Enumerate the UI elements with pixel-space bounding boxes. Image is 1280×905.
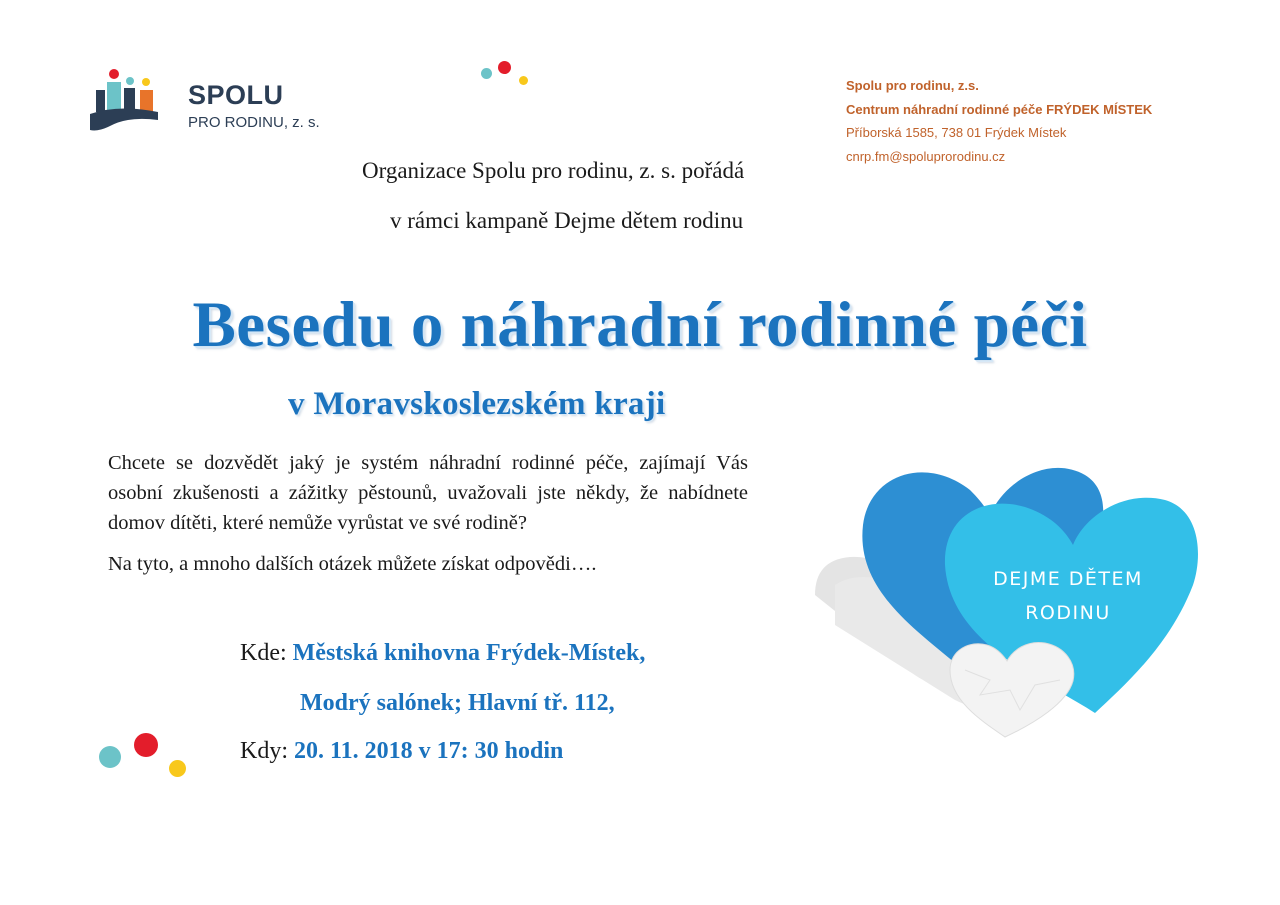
contact-center: Centrum náhradní rodinné péče FRÝDEK MÍSTEK [846,101,1153,117]
body-paragraph-2: Na tyto, a mnoho dalších otázek můžete získat odpovědi…. [108,553,597,575]
intro-line-2: v rámci kampaně Dejme dětem rodinu [390,208,744,233]
where-value-2: Modrý salónek; Hlavní tř. 112, [300,690,615,716]
event-when [240,738,563,765]
contact-address: Příborská 1585, 738 01 Frýdek Místek [846,125,1067,140]
event-where-line-2 [300,690,615,717]
organization-logo [88,68,368,138]
contact-email[interactable]: cnrp.fm@spoluprorodinu.cz [846,148,1006,164]
logo-title: SPOLU [188,80,284,110]
decor-dot-red-bottom [134,733,158,757]
decor-dot-yellow-bottom [169,760,186,777]
campaign-line-2: RODINU [1025,602,1111,624]
campaign-hearts-graphic [805,445,1205,745]
decor-dot-yellow [519,76,528,85]
campaign-line-1: DEJME DĚTEM [993,568,1143,590]
decor-dot-teal [481,68,492,79]
decor-dot-red [498,61,511,74]
body-paragraph: Chcete se dozvědět jaký je systém náhradní rodinné péče, zajímají Vás osobní zkušenosti a zážitky pěstounů, uvažovali jste někdy, že nabídnete domov dítěti, které nemůže vyrůstat ve své rodině? [108,452,748,534]
when-value: 20. 11. 2018 v 17: 30 hodin [294,738,564,764]
decor-dot-teal-bottom [99,746,121,768]
event-where [240,640,645,667]
subheadline: v Moravskoslezském kraji [288,386,666,422]
when-label: Kdy: [240,738,288,764]
where-label: Kde: [240,640,287,666]
hearts-icon [805,445,1205,745]
where-value: Městská knihovna Frýdek-Místek, [292,640,646,666]
logo-icon [88,68,168,138]
contact-block [846,74,1266,168]
headline: Besedu o náhradní rodinné péči [192,289,1088,361]
intro-line-1: Organizace Spolu pro rodinu, z. s. pořádá [362,158,745,183]
logo-subtitle: PRO RODINU, z. s. [188,114,320,131]
contact-org: Spolu pro rodinu, z.s. [846,78,979,93]
